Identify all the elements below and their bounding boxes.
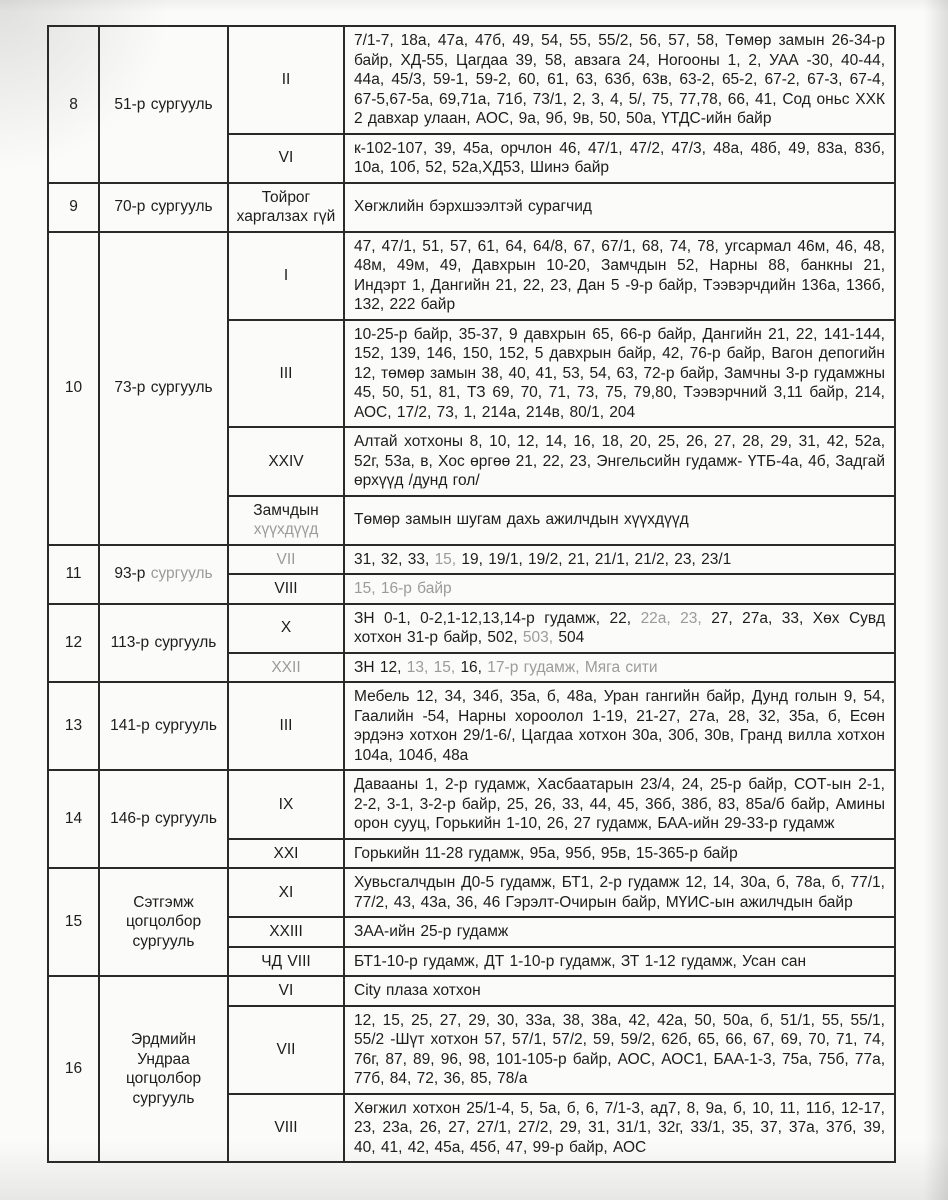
muted-text-run: XXII bbox=[271, 658, 301, 676]
text-run: XXIV bbox=[268, 452, 304, 470]
muted-text-run: 22а, 23, bbox=[640, 609, 712, 627]
table-row bbox=[48, 868, 895, 917]
district-cell bbox=[228, 496, 344, 545]
district-cell bbox=[228, 320, 344, 428]
addresses-cell bbox=[344, 574, 895, 604]
district-cell bbox=[228, 604, 344, 653]
text-run: 31, 32, 33, bbox=[354, 550, 435, 568]
addresses-cell bbox=[344, 947, 895, 977]
text-run: 47, 47/1, 51, 57, 61, 64, 64/8, 67, 67/1, 68, 74, 78, угсармал 46м, 46, 48, 48м, 49м, 49, Давхрын 10-20, Замчдын 52, Нарны 88, банкны 21, Индэрт 1, Дангийн 21, 22, 23, Дан 5 -9-р байр, Тээвэрчдийн 136а, 136б, 132, 222 байр bbox=[354, 237, 885, 313]
district-cell bbox=[228, 868, 344, 917]
table-row bbox=[48, 232, 895, 320]
muted-text-run: VII bbox=[276, 550, 296, 568]
table-row bbox=[48, 682, 895, 770]
school-name-cell bbox=[99, 232, 228, 545]
muted-text-run: 17-р гудамж, bbox=[487, 658, 585, 676]
text-run: Алтай хотхоны 8, 10, 12, 14, 16, 18, 20, 25, 26, 27, 28, 29, 31, 42, 52а, 52г, 53а, в, Хос өргөө 21, 22, 23, Энгельсийн гудамж- ҮТБ-4а, 4б, Задгай өрхүүд /дунд гол/ bbox=[354, 433, 885, 489]
table-row bbox=[48, 183, 895, 232]
text-run: Сэтгэмж цогцолбор сургууль bbox=[125, 893, 202, 950]
table-row bbox=[48, 26, 895, 134]
row-number-cell: 8 bbox=[48, 26, 99, 183]
district-cell bbox=[228, 232, 344, 320]
text-run: III bbox=[279, 717, 293, 735]
text-run: 12, 15, 25, 27, 29, 30, 33а, 38, 38а, 42, 42а, 50, 50а, б, 51/1, 55, 55/1, 55/2 -Шүт хотхон 57, 57/1, 57/2, 59, 59/2, 62б, 65, 66, 67, 69, 70, 71, 74, 76г, 87, 89, 96, 98, 101-105-р байр, АОС, АОС1, БАА-1-3, 75а, 75б, 77а, 77б, 84, 72, 36, 85, 78/а bbox=[354, 1011, 885, 1087]
addresses-cell bbox=[344, 1006, 895, 1094]
addresses-cell bbox=[344, 868, 895, 917]
district-cell bbox=[228, 26, 344, 134]
text-run: III bbox=[279, 364, 293, 382]
text-run: VIII bbox=[274, 580, 298, 597]
district-cell bbox=[228, 183, 344, 232]
row-number-cell: 10 bbox=[48, 232, 99, 545]
text-run: VIII bbox=[274, 1119, 298, 1136]
text-run: 19, 19/1, 19/2, 21, 21/1, 21/2, 23, 23/1 bbox=[461, 550, 732, 568]
district-cell bbox=[228, 1006, 344, 1094]
text-run: XXI bbox=[273, 844, 299, 862]
row-number-cell: 11 bbox=[48, 545, 99, 604]
muted-text-run: Мяга сити bbox=[584, 658, 658, 676]
table-row bbox=[48, 545, 895, 575]
addresses-cell bbox=[344, 604, 895, 653]
muted-text-run: 15, bbox=[434, 550, 462, 568]
text-run: 146-р сургууль bbox=[110, 810, 217, 828]
school-name-cell bbox=[99, 26, 228, 183]
district-cell bbox=[228, 839, 344, 869]
text-run: Хөгжлийн бэрхшээлтэй сурагчид bbox=[354, 198, 592, 216]
row-number-cell: 15 bbox=[48, 868, 99, 976]
district-cell bbox=[228, 427, 344, 496]
text-run: 93-р bbox=[114, 565, 151, 583]
school-name-cell bbox=[99, 976, 228, 1162]
muted-text-run: хүүхдүүд bbox=[253, 521, 319, 538]
school-catchment-table-body bbox=[48, 26, 895, 1162]
text-run: Төмөр замын шугам дахь ажилчдын хүүхдүүд bbox=[354, 511, 689, 529]
addresses-cell bbox=[344, 976, 895, 1006]
text-run: VII bbox=[276, 1040, 296, 1058]
muted-text-run: 15, 16-р байр bbox=[354, 580, 452, 597]
text-run: ЗН 0-1, 0-2,1-12,13,14-р гудамж, 22, bbox=[354, 609, 641, 627]
addresses-cell bbox=[344, 232, 895, 320]
text-run: 51-р сургууль bbox=[114, 95, 213, 113]
school-name-cell bbox=[99, 682, 228, 770]
district-cell bbox=[228, 574, 344, 604]
text-run: 73-р сургууль bbox=[114, 379, 213, 397]
text-run: Хөгжил хотхон 25/1-4, 5, 5а, б, 6, 7/1-3, ад7, 8, 9а, б, 10, 11, 11б, 12-17, 23, 23а, 26, 27, 27/1, 27/2, 29, 31, 31/1, 32г, 33/1, 35, 37, 37а, 37б, 39, 40, 41, 42, 45а, 45б, 47, 99-р байр, АОС bbox=[354, 1099, 885, 1156]
district-cell bbox=[228, 1094, 344, 1163]
text-run: Мебель 12, 34, 34б, 35а, б, 48а, Уран гангийн байр, Дунд голын 9, 54, Гаалийн -54, Нарны хороолол 1-19, 21-27, 27а, 28, 32, 35а, б, Есөн эрдэнэ хотхон 29/1-6/, Цагдаа хотхон 30а, 30б, 30в, Гранд вилла хотхон 104а, 104б, 48а bbox=[354, 688, 885, 764]
addresses-cell bbox=[344, 770, 895, 839]
text-run: XXIII bbox=[269, 923, 303, 940]
text-run: XI bbox=[278, 883, 294, 901]
text-run: X bbox=[280, 619, 292, 637]
addresses-cell bbox=[344, 496, 895, 545]
text-run: II bbox=[281, 71, 291, 88]
text-run: БТ1-10-р гудамж, ДТ 1-10-р гудамж, ЗТ 1-12 гудамж, Усан сан bbox=[354, 952, 807, 970]
text-run: 504 bbox=[558, 629, 585, 646]
school-name-cell bbox=[99, 545, 228, 604]
row-number-cell: 13 bbox=[48, 682, 99, 770]
text-run: Давааны 1, 2-р гудамж, Хасбаатарын 23/4, 24, 25-р байр, СОТ-ын 2-1, 2-2, 3-1, 3-2-р байр, 25, 26, 33, 44, 45, 36б, 38б, 83, 85а/б байр, Амины орон сууц, Горькийн 1-10, 26, 27 гудамж, БАА-ийн 29-33-р гудамж bbox=[354, 776, 885, 832]
text-run: VI bbox=[278, 982, 294, 999]
row-number-cell: 16 bbox=[48, 976, 99, 1162]
school-name-cell bbox=[99, 868, 228, 976]
muted-text-run: 13, 15, bbox=[406, 658, 461, 676]
text-run: Хувьсгалчдын Д0-5 гудамж, БТ1, 2-р гудамж 12, 14, 30а, б, 78а, б, 77/1, 77/2, 43, 43а, 36, 46 Гэрэлт-Очирын байр, МҮИС-ын ажилчдын байр bbox=[354, 874, 885, 911]
text-run: 7/1-7, 18а, 47а, 47б, 49, 54, 55, 55/2, 56, 57, 58, Төмөр замын 26-34-р байр, ХД-55, Цагдаа 39, 58, авзага 24, Ногооны 1, 2, УАА -30, 40-44, 44а, 45/3, 59-1, 59-2, 60, 61, 63, 63б, 63в, 63-2, 65-2, 67-2, 67-3, 67-4, 67-5,67-5а, 69,71а, 71б, 73/1, 2, 3, 4, 5/, 75, 77,78, 66, 41, Сод оньс ХХК 2 давхар улаан, АОС, 9а, 9б, 9в, 50, 50а, ҮТДС-ийн байр bbox=[354, 32, 885, 127]
text-run: IX bbox=[278, 795, 294, 813]
addresses-cell bbox=[344, 682, 895, 770]
text-run: Эрдмийн Ундраа цогцолбор сургууль bbox=[125, 1031, 202, 1107]
addresses-cell bbox=[344, 545, 895, 575]
addresses-cell bbox=[344, 134, 895, 183]
table-row bbox=[48, 770, 895, 839]
district-cell bbox=[228, 545, 344, 575]
text-run: 27, 27а, 33, Хөх Сувд хотхон 31-р байр, 502, bbox=[354, 609, 886, 646]
addresses-cell bbox=[344, 653, 895, 683]
text-run: VI bbox=[278, 149, 294, 167]
school-name-cell bbox=[99, 604, 228, 683]
district-cell bbox=[228, 947, 344, 977]
district-cell bbox=[228, 770, 344, 839]
school-name-cell bbox=[99, 183, 228, 232]
addresses-cell bbox=[344, 26, 895, 134]
text-run: ЗН 12, bbox=[354, 658, 407, 676]
text-run: I bbox=[283, 266, 289, 284]
text-run: 10-25-р байр, 35-37, 9 давхрын 65, 66-р байр, Дангийн 21, 22, 141-144, 152, 139, 146, 150, 152, 5 давхрын байр, 42, 76-р байр, Вагон депогийн 12, төмөр замын 38, 40, 41, 53, 54, 63, 72-р байр, Замчны 3-р гудамжны 45, 50, 51, 81, ТЗ 69, 70, 71, 73, 75, 79,80, Тээвэрчний 3,11 байр, 214, АОС, 17/2, 73, 1, 214а, 214в, 80/1, 204 bbox=[354, 325, 885, 421]
text-run: 16, bbox=[460, 658, 488, 676]
district-cell bbox=[228, 653, 344, 683]
row-number-cell: 14 bbox=[48, 770, 99, 868]
district-cell bbox=[228, 976, 344, 1006]
text-run: 113-р сургууль bbox=[110, 634, 217, 651]
addresses-cell bbox=[344, 320, 895, 428]
addresses-cell bbox=[344, 1094, 895, 1163]
text-run: ЧД VIII bbox=[261, 952, 311, 970]
row-number-cell: 9 bbox=[48, 183, 99, 232]
text-run: Тойрог харгалзах гүй bbox=[236, 188, 336, 225]
muted-text-run: сургууль bbox=[150, 565, 213, 583]
muted-text-run: 503, bbox=[522, 629, 559, 646]
school-catchment-table bbox=[47, 25, 896, 1163]
table-row bbox=[48, 604, 895, 653]
text-run: к-102-107, 39, 45а, орчлон 46, 47/1, 47/2, 47/3, 48а, 48б, 49, 83а, 83б, 10а, 10б, 52, 52а,ХД53, Шинэ байр bbox=[354, 139, 885, 176]
table-row bbox=[48, 976, 895, 1006]
text-run: 70-р сургууль bbox=[114, 198, 213, 216]
addresses-cell bbox=[344, 839, 895, 869]
school-name-cell bbox=[99, 770, 228, 868]
text-run: City плаза хотхон bbox=[354, 982, 481, 999]
addresses-cell bbox=[344, 917, 895, 947]
text-run: 141-р сургууль bbox=[110, 717, 217, 735]
text-run: ЗАА-ийн 25-р гудамж bbox=[354, 923, 509, 940]
addresses-cell bbox=[344, 427, 895, 496]
text-run: Горькийн 11-28 гудамж, 95а, 95б, 95в, 15-365-р байр bbox=[354, 844, 738, 862]
district-cell bbox=[228, 682, 344, 770]
text-run: Замчдын bbox=[253, 501, 319, 519]
district-cell bbox=[228, 134, 344, 183]
row-number-cell: 12 bbox=[48, 604, 99, 683]
addresses-cell bbox=[344, 183, 895, 232]
district-cell bbox=[228, 917, 344, 947]
